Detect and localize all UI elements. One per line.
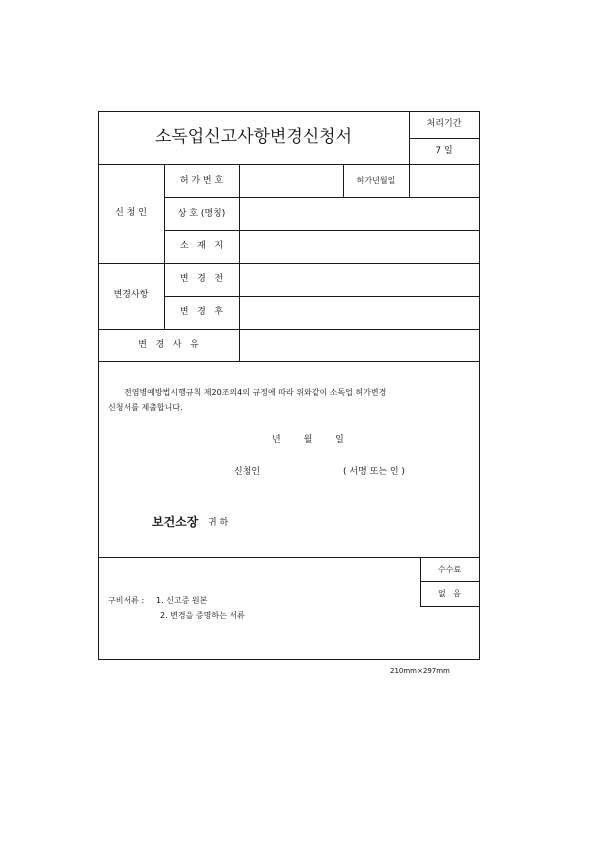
license-no-label: 허 가 번 호 bbox=[179, 176, 224, 186]
row-divider-3 bbox=[98, 263, 480, 264]
trade-name-label: 상 호 (명칭) bbox=[177, 209, 226, 219]
title-bottom bbox=[98, 164, 480, 165]
row-divider-6 bbox=[98, 361, 480, 362]
row-divider-5 bbox=[98, 329, 480, 330]
fee-divider bbox=[420, 557, 421, 607]
frame-right bbox=[479, 111, 480, 660]
row-divider-1 bbox=[164, 197, 480, 198]
statement-line-1: 전염병예방법시행규칙 제20조의4의 규정에 따라 위와같이 소독업 허가변경 bbox=[124, 388, 387, 397]
license-date-label: 허가년월일 bbox=[356, 176, 396, 185]
date-line: 년 월 일 bbox=[272, 435, 344, 445]
reason-label: 변 경 사 유 bbox=[138, 340, 199, 350]
fee-label: 수수료 bbox=[437, 565, 462, 574]
fee-value: 없 음 bbox=[437, 589, 462, 598]
processing-period-label: 처리기간 bbox=[426, 119, 462, 129]
frame-top bbox=[98, 111, 480, 112]
row-divider-4 bbox=[164, 296, 480, 297]
statement-line-2: 신청서를 제출합니다. bbox=[108, 403, 183, 412]
before-change-label: 변 경 전 bbox=[179, 274, 224, 284]
paper-size-note: 210mm×297mm bbox=[390, 667, 450, 675]
after-change-label: 변 경 후 bbox=[179, 307, 224, 317]
addressee-suffix: 귀 하 bbox=[208, 518, 229, 528]
required-documents-label: 구비서류 : bbox=[108, 596, 145, 605]
required-document-1: 1. 신고증 원본 bbox=[156, 596, 208, 605]
fee-bottom bbox=[420, 606, 480, 607]
license-date-divider bbox=[409, 164, 410, 197]
applicant-signature-label: 신청인 bbox=[234, 467, 261, 477]
change-section-label: 변경사항 bbox=[113, 290, 149, 300]
footer-top bbox=[98, 557, 480, 558]
applicant-section-label: 신 청 인 bbox=[115, 208, 147, 218]
processing-divider bbox=[409, 138, 479, 139]
signature-or-seal-label: ( 서명 또는 인 ) bbox=[343, 467, 405, 477]
form-title: 소독업신고사항변경신청서 bbox=[154, 127, 353, 147]
frame-bottom bbox=[98, 659, 480, 660]
addressee: 보건소장 bbox=[152, 515, 199, 529]
address-label: 소 재 지 bbox=[179, 241, 224, 251]
required-document-2: 2. 변경을 증명하는 서류 bbox=[160, 611, 245, 620]
processing-period-value: 7 일 bbox=[435, 146, 453, 156]
fee-row-divider bbox=[420, 581, 480, 582]
frame-left bbox=[98, 111, 99, 660]
row-divider-2 bbox=[164, 230, 480, 231]
